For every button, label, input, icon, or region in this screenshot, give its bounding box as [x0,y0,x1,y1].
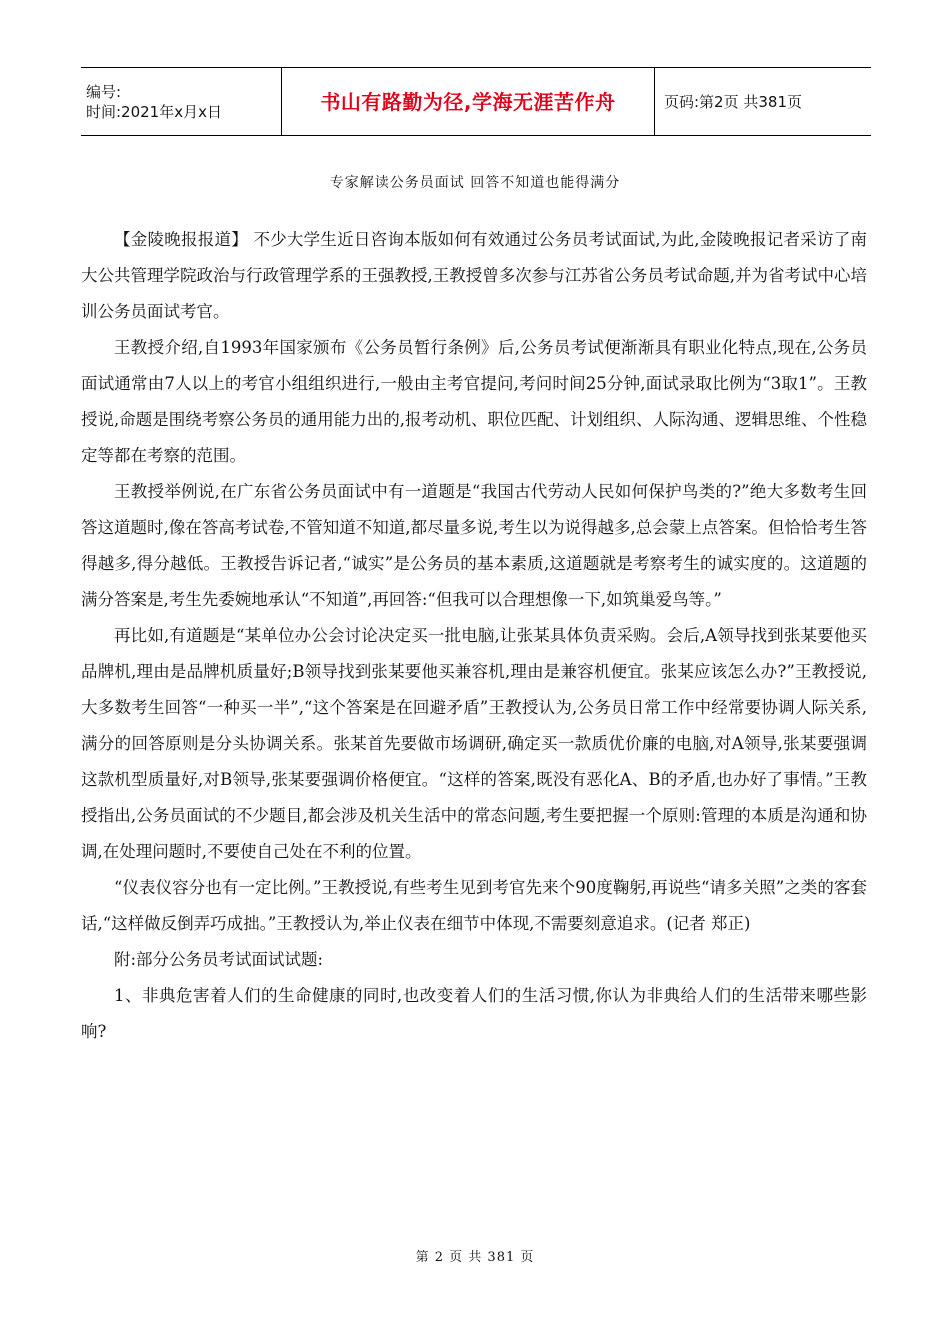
article-paragraph: “仪表仪容分也有一定比例。”王教授说,有些考生见到考官先来个90度鞠躬,再说些“请多关照”之类的客套话,“这样做反倒弄巧成拙。”王教授认为,举止仪表在细节中体现,不需要刻意追求。(记者 郑正) [81,878,867,933]
header-meta-cell [81,68,282,135]
document-header [81,67,871,136]
document-number-label: 编号: [86,82,122,101]
header-page-label: 页码:第2页 共381页 [664,92,802,111]
header-motto-cell [282,68,655,135]
article-paragraph: 王教授举例说,在广东省公务员面试中有一道题是“我国古代劳动人民如何保护鸟类的?”绝大多数考生回答这道题时,像在答高考试卷,不管知道不知道,都尽量多说,考生以为说得越多,总会蒙上点答案。但恰恰考生答得越多,得分越低。王教授告诉记者,“诚实”是公务员的基本素质,这道题就是考察考生的诚实度的。这道题的满分答案是,考生先委婉地承认“不知道”,再回答:“但我可以合理想像一下,如筑巢爱鸟等。” [81,482,867,609]
article-paragraph: 再比如,有道题是“某单位办公会讨论决定买一批电脑,让张某具体负责采购。会后,A领导找到张某要他买品牌机,理由是品牌机质量好;B领导找到张某要他买兼容机,理由是兼容机便宜。张某应该怎么办?”王教授说,大多数考生回答“一种买一半”,“这个答案是在回避矛盾”王教授认为,公务员日常工作中经常要协调人际关系,满分的回答原则是分头协调关系。张某首先要做市场调研,确定买一款质优价廉的电脑,对A领导,张某要强调这款机型质量好,对B领导,张某要强调价格便宜。“这样的答案,既没有恶化A、B的矛盾,也办好了事情。”王教授指出,公务员面试的不少题目,都会涉及机关生活中的常态问题,考生要把握一个原则:管理的本质是沟通和协调,在处理问题时,不要使自己处在不利的位置。 [81,626,867,861]
page-footer: 第 2 页 共 381 页 [415,1250,535,1265]
document-time-label: 时间:2021年x月x日 [86,102,222,121]
article-paragraph: 王教授介绍,自1993年国家颁布《公务员暂行条例》后,公务员考试便渐渐具有职业化特点,现在,公务员面试通常由7人以上的考官小组组织进行,一般由主考官提问,考问时间25分钟,面试录取比例为“3取1”。王教授说,命题是围绕考察公务员的通用能力出的,报考动机、职位匹配、计划组织、人际沟通、逻辑思维、个性稳定等都在考察的范围。 [81,338,867,465]
header-motto: 书山有路勤为径,学海无涯苦作舟 [320,89,616,114]
article-body [81,222,867,1050]
article-paragraph: 附:部分公务员考试面试试题: [114,950,324,969]
article-title: 专家解读公务员面试 回答不知道也能得满分 [329,175,621,191]
article-paragraph: 【金陵晚报报道】 不少大学生近日咨询本版如何有效通过公务员考试面试,为此,金陵晚报记者采访了南大公共管理学院政治与行政管理学系的王强教授,王教授曾多次参与江苏省公务员考试命题,并为省考试中心培训公务员面试考官。 [81,230,867,321]
header-page-cell [655,68,871,135]
article-paragraph: 1、非典危害着人们的生命健康的同时,也改变着人们的生活习惯,你认为非典给人们的生活带来哪些影响? [81,986,867,1041]
